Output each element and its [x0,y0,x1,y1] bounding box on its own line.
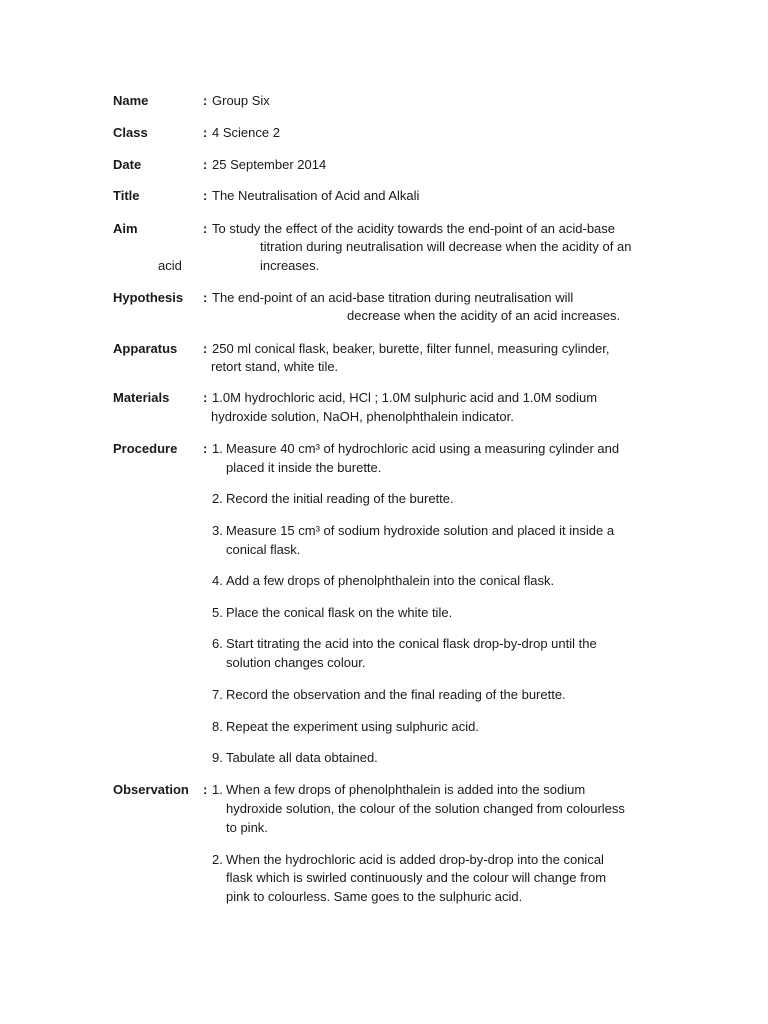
procedure-step-2-line-1: Record the initial reading of the burette. [226,491,454,506]
label-date: Date [113,157,142,172]
colon: : [203,93,208,108]
procedure-step-8-line-1: Repeat the experiment using sulphuric acid. [226,719,479,734]
procedure-step-1-line-2: placed it inside the burette. [226,460,382,475]
label-materials: Materials [113,390,170,405]
colon: : [203,390,208,405]
aim-line-3-right: increases. [260,258,320,273]
procedure-step-3-line-2: conical flask. [226,542,301,557]
procedure-step-number: 4. [212,573,223,588]
date-value: 25 September 2014 [212,157,327,172]
label-procedure: Procedure [113,441,178,456]
colon: : [203,441,208,456]
colon: : [203,221,208,236]
observation-1-line-3: to pink. [226,820,268,835]
label-name: Name [113,93,149,108]
procedure-step-number: 5. [212,605,223,620]
colon: : [203,188,208,203]
class-value: 4 Science 2 [212,125,280,140]
name-value: Group Six [212,93,270,108]
observation-1-line-1: When a few drops of phenolphthalein is added into the sodium [226,782,586,797]
procedure-step-number: 3. [212,523,223,538]
aim-line-1: To study the effect of the acidity towards the end-point of an acid-base [212,221,616,236]
procedure-step-4-line-1: Add a few drops of phenolphthalein into the conical flask. [226,573,555,588]
materials-line-2: hydroxide solution, NaOH, phenolphthalein indicator. [211,409,514,424]
procedure-step-1-line-1: Measure 40 cm³ of hydrochloric acid using a measuring cylinder and [226,441,620,456]
observation-2-line-3: pink to colourless. Same goes to the sulphuric acid. [226,889,523,904]
procedure-step-number: 6. [212,636,223,651]
procedure-step-7-line-1: Record the observation and the final reading of the burette. [226,687,566,702]
title-value: The Neutralisation of Acid and Alkali [212,188,420,203]
procedure-step-9-line-1: Tabulate all data obtained. [226,750,378,765]
colon: : [203,157,208,172]
procedure-step-6-line-1: Start titrating the acid into the conical flask drop-by-drop until the [226,636,597,651]
procedure-step-5-line-1: Place the conical flask on the white tile. [226,605,453,620]
observation-1-line-2: hydroxide solution, the colour of the solution changed from colourless [226,801,625,816]
apparatus-line-1: 250 ml conical flask, beaker, burette, filter funnel, measuring cylinder, [212,341,610,356]
procedure-step-3-line-1: Measure 15 cm³ of sodium hydroxide solution and placed it inside a [226,523,615,538]
label-title: Title [113,188,140,203]
procedure-step-number: 7. [212,687,223,702]
procedure-step-number: 8. [212,719,223,734]
colon: : [203,782,208,797]
apparatus-line-2: retort stand, white tile. [211,359,339,374]
colon: : [203,290,208,305]
label-hypothesis: Hypothesis [113,290,184,305]
colon: : [203,341,208,356]
observation-number: 1. [212,782,223,797]
procedure-step-number: 2. [212,491,223,506]
label-observation: Observation [113,782,189,797]
procedure-step-number: 9. [212,750,223,765]
label-apparatus: Apparatus [113,341,178,356]
observation-2-line-1: When the hydrochloric acid is added drop-by-drop into the conical [226,852,604,867]
observation-number: 2. [212,852,223,867]
materials-line-1: 1.0M hydrochloric acid, HCl ; 1.0M sulphuric acid and 1.0M sodium [212,390,598,405]
hypothesis-line-1: The end-point of an acid-base titration during neutralisation will [212,290,574,305]
aim-line-3-left: acid [158,258,182,273]
procedure-step-number: 1. [212,441,223,456]
label-class: Class [113,125,148,140]
colon: : [203,125,208,140]
procedure-step-6-line-2: solution changes colour. [226,655,366,670]
hypothesis-line-2: decrease when the acidity of an acid increases. [347,308,621,323]
label-aim: Aim [113,221,138,236]
aim-line-2: titration during neutralisation will decrease when the acidity of an [260,239,632,254]
observation-2-line-2: flask which is swirled continuously and the colour will change from [226,870,607,885]
